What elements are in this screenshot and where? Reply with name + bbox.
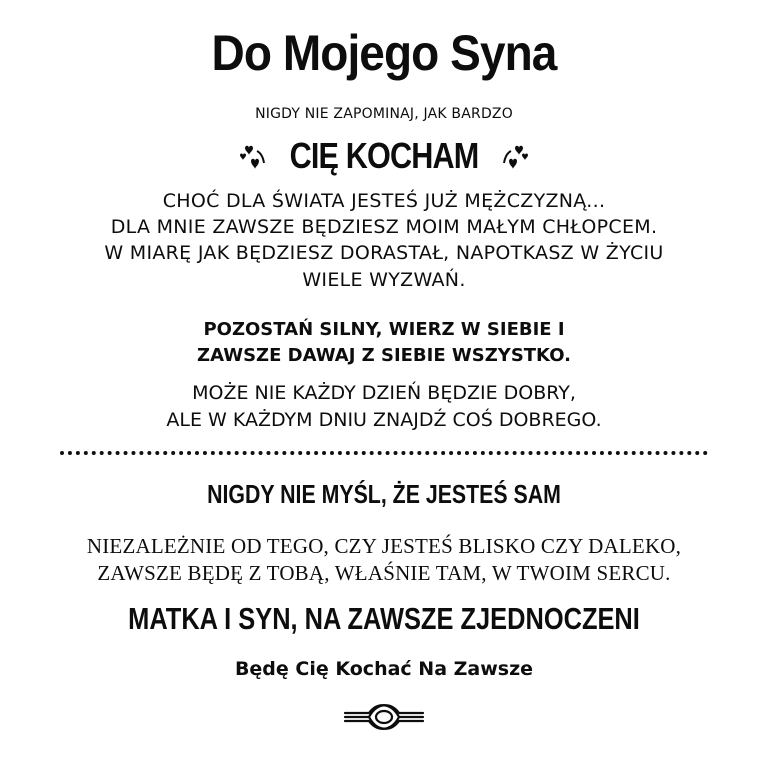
dotted-divider — [60, 451, 708, 459]
knot-icon — [343, 700, 425, 734]
highlight-row — [0, 134, 768, 178]
paragraph4-line: NIEZALEŻNIE OD TEGO, CZY JESTEŚ BLISKO CZY DALEKO, — [86, 534, 682, 558]
paragraph3-line: ALE W KAŻDYM DNIU ZNAJDŹ COŚ DOBREGO. — [166, 409, 602, 431]
paragraph4-line: ZAWSZE BĘDĘ Z TOBĄ, WŁAŚNIE TAM, W TWOIM SERCU. — [97, 561, 671, 585]
paragraph1-line: WIELE WYZWAŃ. — [302, 269, 466, 291]
section-heading: NIGDY NIE MYŚL, ŻE JESTEŚ SAM — [207, 479, 561, 509]
paragraph1-line: DLA MNIE ZAWSZE BĘDZIESZ MOIM MAŁYM CHŁOPCEM. — [110, 216, 658, 238]
paragraph2-line: POZOSTAŃ SILNY, WIERZ W SIEBIE I — [203, 319, 565, 340]
closing-line: Będę Cię Kochać Na Zawsze — [234, 658, 534, 680]
paragraph3-line: MOŻE NIE KAŻDY DZIEŃ BĘDZIE DOBRY, — [192, 382, 576, 404]
highlight-text: CIĘ KOCHAM — [289, 135, 479, 176]
poster-title: Do Mojego Syna — [211, 25, 557, 81]
subtitle: NIGDY NIE ZAPOMINAJ, JAK BARDZO — [255, 106, 513, 122]
hearts-icon — [497, 139, 531, 173]
paragraph1-line: W MIARĘ JAK BĘDZIESZ DORASTAŁ, NAPOTKASZ W ŻYCIU — [104, 242, 664, 264]
paragraph1-line: CHOĆ DLA ŚWIATA JESTEŚ JUŻ MĘŻCZYZNĄ... — [162, 190, 606, 212]
mother-son-heading: MATKA I SYN, NA ZAWSZE ZJEDNOCZENI — [128, 601, 640, 636]
paragraph2-line: ZAWSZE DAWAJ Z SIEBIE WSZYSTKO. — [197, 345, 571, 366]
hearts-icon — [237, 139, 271, 173]
